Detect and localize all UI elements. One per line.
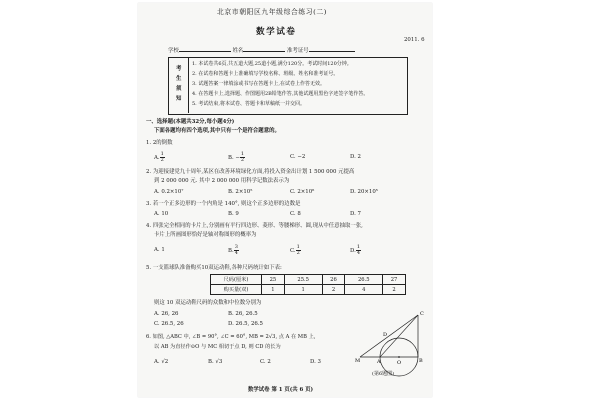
- q2-option-b: B. 2×10⁵: [228, 189, 253, 195]
- table-cell: 1: [262, 285, 285, 295]
- q2-option-d: D. 20×10⁵: [350, 189, 378, 195]
- q6-option-b: B. √3: [208, 359, 223, 365]
- q3-option-c: C. 8: [290, 211, 301, 217]
- notice-side-3: 须: [176, 86, 182, 92]
- label-a: A: [377, 359, 381, 365]
- q1-option-d: D. 2: [350, 154, 361, 160]
- table-row: [211, 285, 406, 295]
- q3-option-a: A. 10: [154, 211, 169, 217]
- q5-after: 则这 10 双运动鞋尺码的众数和中位数分别为: [154, 300, 262, 306]
- name-blank: [243, 51, 285, 52]
- section1-instruction: 下面各题均有四个选项,其中只有一个是符合题意的。: [154, 128, 280, 134]
- q4-option-a: A. 1: [154, 247, 165, 253]
- exam-header: 北京市朝阳区九年级综合练习(二): [217, 8, 328, 16]
- q4-option-c: C. $\frac{1}{2}$: [290, 244, 300, 257]
- exam-no-label: 准考证号: [287, 48, 309, 54]
- table-cell: 购买量(双): [211, 285, 262, 295]
- table-cell: 2: [383, 285, 406, 295]
- notice-side-4: 知: [176, 96, 182, 102]
- table-cell: 26.5: [345, 275, 383, 285]
- school-blank: [179, 51, 231, 52]
- center-dot: [398, 356, 400, 358]
- exam-page: [138, 3, 432, 397]
- q6-option-d: D. 3: [310, 359, 321, 365]
- label-d: D: [383, 332, 388, 338]
- exam-date: 2011. 6: [404, 37, 425, 43]
- table-row: [211, 275, 406, 285]
- q2-option-a: A. 0.2×10⁷: [154, 189, 184, 195]
- notice-side-2: 生: [176, 76, 182, 82]
- line-mc: [360, 315, 418, 357]
- q5-option-a: A. 26, 26: [154, 311, 179, 317]
- q1-option-c: C. −2: [290, 154, 306, 160]
- page-footer: 数学试卷 第 1 页(共 6 页): [248, 387, 314, 393]
- table-cell: 27: [383, 275, 406, 285]
- table-cell: 25.5: [284, 275, 322, 285]
- page-title: 数学试卷: [256, 27, 297, 37]
- q3-option-d: D. 7: [350, 211, 361, 217]
- school-label: 学校: [168, 48, 179, 54]
- q6-line1: 6. 如图, △ABC 中, ∠B = 90°, ∠C = 60°, MB = 2√3, 点 A 在 MB 上,: [146, 334, 316, 340]
- q1-option-b: B. − $\frac{1}{2}$: [228, 151, 245, 164]
- q5-size-table: [210, 274, 406, 295]
- label-o: O: [397, 360, 402, 366]
- q5-option-b: B. 26, 26.5: [228, 311, 258, 317]
- notice-item-2: 2. 在试卷和答题卡上准确填写学校名称、班级、姓名和准考证号。: [192, 71, 339, 77]
- table-cell: 4: [345, 285, 383, 295]
- q1-stem: 1. 2的倒数: [146, 140, 173, 146]
- table-cell: 25: [262, 275, 285, 285]
- notice-item-1: 1. 本试卷共6页,共五道大题,25道小题,满分120分。考试时间120分钟。: [192, 61, 352, 67]
- q6-option-c: C. 2: [260, 359, 271, 365]
- info-fields: [168, 48, 355, 55]
- q4-line1: 4. 四张完全相同的卡片上,分别画有平行四边形、菱形、等腰梯形、圆,现从中任意抽取一张,: [146, 223, 363, 229]
- label-m: M: [355, 358, 361, 364]
- q4-option-b: B. $\frac{3}{4}$: [228, 244, 238, 257]
- q6-geometry-figure: [355, 309, 428, 369]
- notice-item-5: 5. 考试结束,将本试卷、答题卡和草稿纸一并交回。: [192, 101, 305, 107]
- table-cell: 尺码(厘米): [211, 275, 262, 285]
- q3-option-b: B. 9: [228, 211, 239, 217]
- section1-heading: 一、选择题(本题共32分,每小题4分): [146, 119, 235, 125]
- exam-no-blank: [309, 51, 355, 52]
- q1-option-a: A. $\frac{1}{2}$: [154, 151, 164, 164]
- label-c: C: [420, 311, 424, 317]
- notice-item-4: 4. 在答题卡上,选择题、作图题用2B铅笔作答,其他试题用黑色字迹签字笔作答。: [192, 91, 369, 97]
- q5-stem: 5. 一支篮球队准备购买10双运动鞋,各种尺码统计如下表:: [146, 265, 282, 271]
- table-cell: 26: [322, 275, 345, 285]
- table-cell: 2: [322, 285, 345, 295]
- q6-figure-caption: (第6题图): [372, 371, 395, 377]
- q4-option-d: D. $\frac{1}{4}$: [350, 244, 361, 257]
- q2-option-c: C. 2×10⁶: [290, 189, 315, 195]
- notice-divider: [188, 57, 189, 113]
- notice-item-3: 3. 试题答案一律填涂或书写在答题卡上,在试卷上作答无效。: [192, 81, 325, 87]
- name-label: 姓名: [232, 48, 244, 54]
- table-cell: 1: [284, 285, 322, 295]
- q2-line1: 2. 为迎接建党九十周年,某区在改善环境绿化方面,将投入资金出计划 1 500 000 元提高: [146, 169, 355, 175]
- q5-option-d: D. 26.5, 26.5: [228, 321, 263, 327]
- q4-line2: 卡片上所画图形恰好是轴对称图形的概率为: [154, 232, 257, 238]
- q5-option-c: C. 26.5, 26: [154, 321, 184, 327]
- label-b: B: [419, 358, 423, 364]
- notice-side-1: 考: [176, 66, 182, 72]
- q6-option-a: A. √2: [154, 359, 169, 365]
- q3-stem: 3. 若一个正多边形的一个内角是 140°, 则这个正多边形的边数是: [146, 201, 301, 207]
- q6-line2: 以 AB 为直径作⊙O 与 MC 相切于点 D, 则 CD 的长为: [154, 344, 281, 350]
- q2-line2: 到 2 000 000 元. 其中 2 000 000 用科学记数法表示为: [154, 178, 290, 184]
